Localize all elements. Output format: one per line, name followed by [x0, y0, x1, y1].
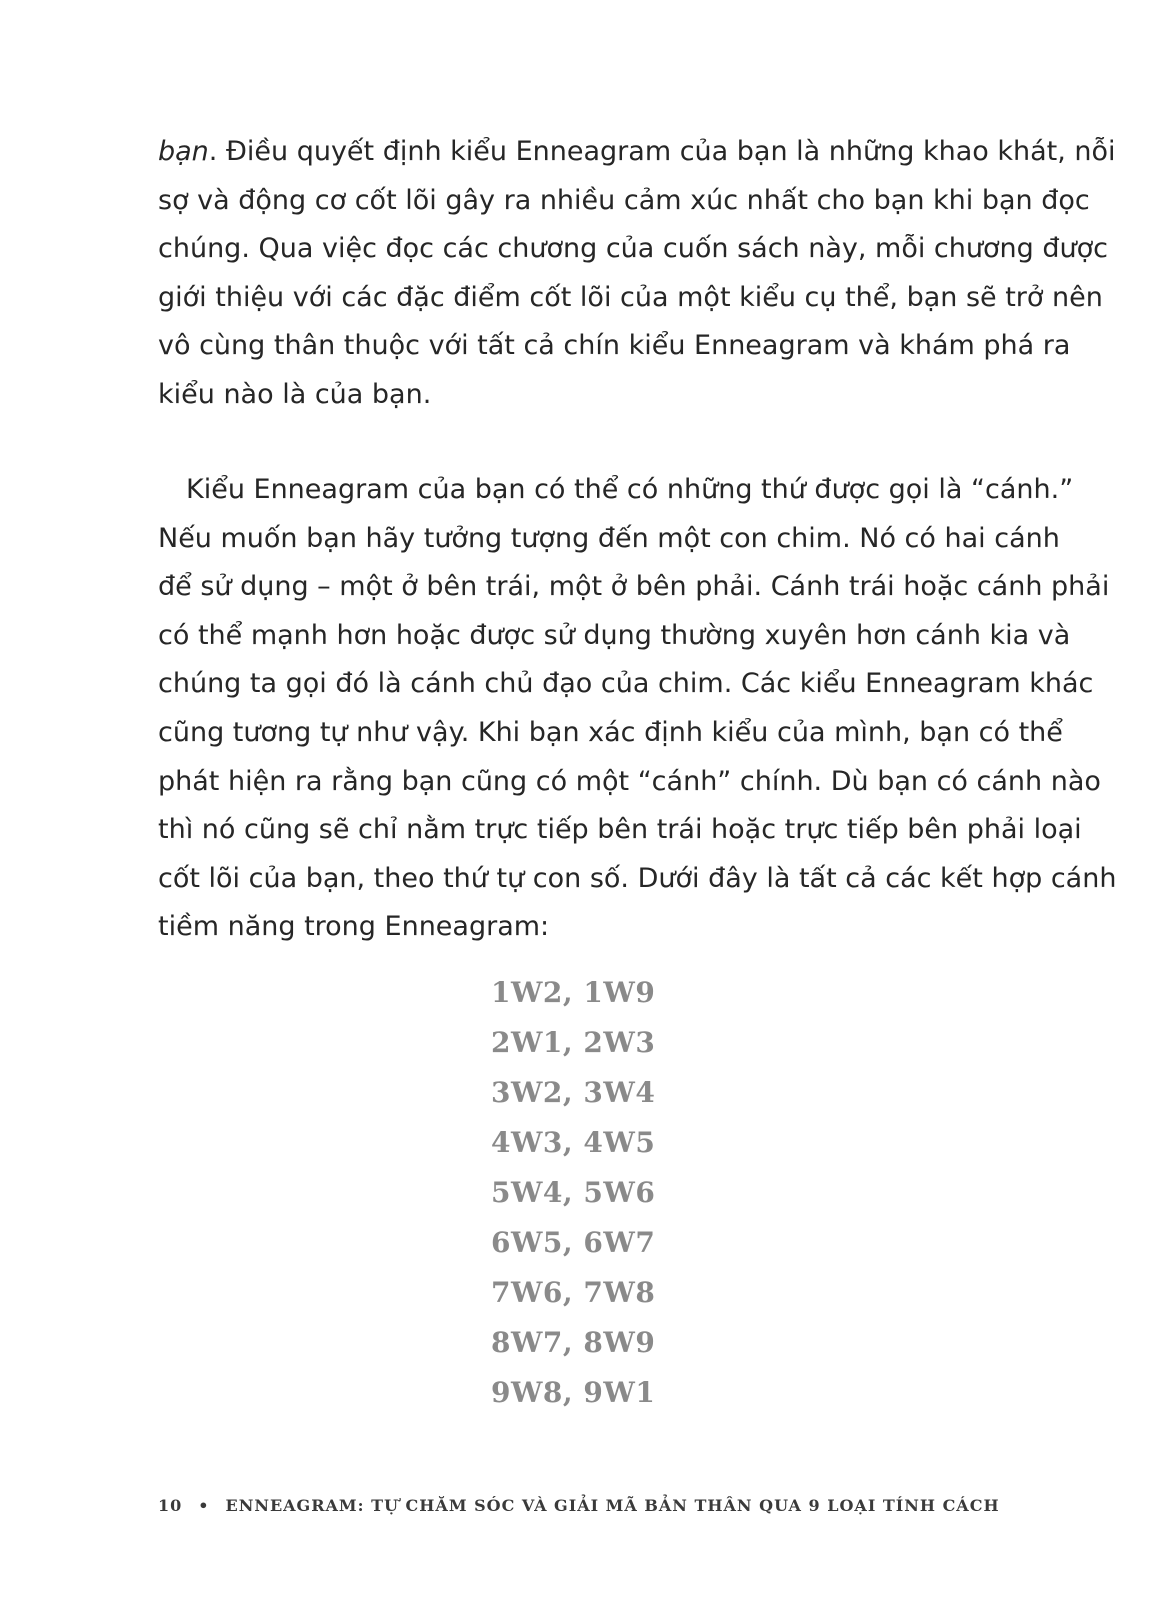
wing-combination: 9W8, 9W1: [491, 1376, 656, 1409]
wing-combination: 8W7, 8W9: [491, 1326, 656, 1359]
running-title: ENNEAGRAM: TỰ CHĂM SÓC VÀ GIẢI MÃ BẢN THÂN QUA 9 LOẠI TÍNH CÁCH: [225, 1496, 1000, 1515]
wing-combination: 2W1, 2W3: [491, 1026, 656, 1059]
paragraph-line: sợ và động cơ cốt lõi gây ra nhiều cảm xúc nhất cho bạn khi bạn đọc: [158, 184, 1090, 216]
paragraph-line: giới thiệu với các đặc điểm cốt lõi của một kiểu cụ thể, bạn sẽ trở nên: [158, 281, 1103, 313]
wing-combinations-list: [491, 968, 691, 1418]
paragraph-line: có thể mạnh hơn hoặc được sử dụng thường xuyên hơn cánh kia và: [158, 619, 1071, 651]
wing-combination: 7W6, 7W8: [491, 1276, 656, 1309]
wing-combination: 5W4, 5W6: [491, 1176, 656, 1209]
paragraph-line: để sử dụng – một ở bên trái, một ở bên phải. Cánh trái hoặc cánh phải: [158, 571, 1110, 603]
paragraph-1: [158, 128, 1116, 420]
paragraph-line: chúng ta gọi đó là cánh chủ đạo của chim. Các kiểu Enneagram khác: [158, 668, 1094, 700]
paragraph-line: Kiểu Enneagram của bạn có thể có những thứ được gọi là “cánh.”: [186, 474, 1074, 505]
paragraph-line: vô cùng thân thuộc với tất cả chín kiểu Enneagram và khám phá ra: [158, 330, 1071, 362]
paragraph-line: thì nó cũng sẽ chỉ nằm trực tiếp bên trái hoặc trực tiếp bên phải loại: [158, 814, 1082, 846]
paragraph-2: [158, 466, 1117, 952]
page-footer: [158, 1496, 1000, 1515]
paragraph-line: cốt lõi của bạn, theo thứ tự con số. Dưới đây là tất cả các kết hợp cánh: [158, 862, 1117, 894]
wing-combination: 3W2, 3W4: [491, 1076, 656, 1109]
paragraph-line: Nếu muốn bạn hãy tưởng tượng đến một con chim. Nó có hai cánh: [158, 522, 1060, 554]
paragraph-line: phát hiện ra rằng bạn cũng có một “cánh” chính. Dù bạn có cánh nào: [158, 765, 1101, 797]
paragraph-line: kiểu nào là của bạn.: [158, 378, 432, 410]
wing-combination: 1W2, 1W9: [491, 976, 656, 1009]
paragraph-line: tiềm năng trong Enneagram:: [158, 911, 550, 943]
wing-combination: 6W5, 6W7: [491, 1226, 656, 1259]
paragraph-line: chúng. Qua việc đọc các chương của cuốn sách này, mỗi chương được: [158, 233, 1108, 265]
paragraph-line: bạn. Điều quyết định kiểu Enneagram của bạn là những khao khát, nỗi: [158, 136, 1116, 167]
wing-combination: 4W3, 4W5: [491, 1126, 656, 1159]
page-number: 10: [158, 1496, 183, 1515]
paragraph-line: cũng tương tự như vậy. Khi bạn xác định kiểu của mình, bạn có thể: [158, 716, 1063, 748]
footer-separator: •: [198, 1496, 210, 1515]
italic-word: bạn: [158, 136, 209, 167]
